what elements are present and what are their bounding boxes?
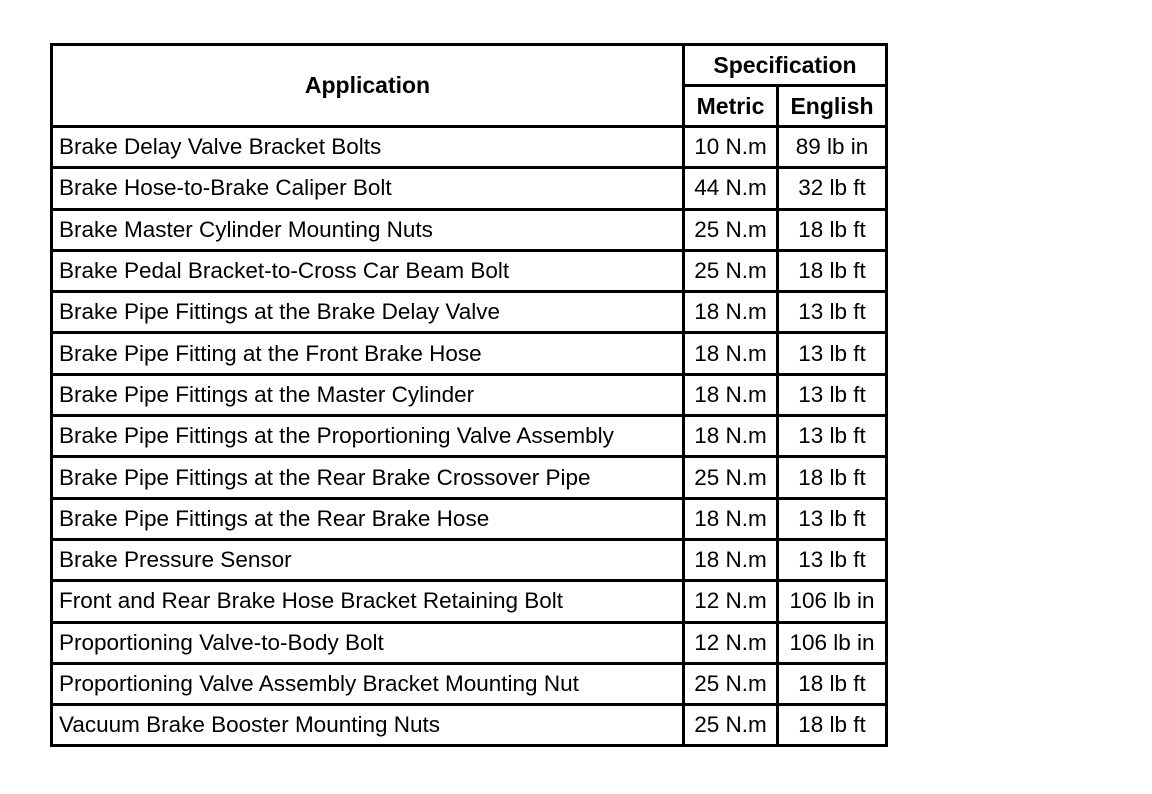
english-header: English — [778, 86, 887, 127]
metric-cell: 25 N.m — [684, 250, 778, 291]
metric-header: Metric — [684, 86, 778, 127]
metric-cell: 44 N.m — [684, 168, 778, 209]
application-cell: Proportioning Valve Assembly Bracket Mounting Nut — [52, 663, 684, 704]
metric-cell: 12 N.m — [684, 581, 778, 622]
table-body — [52, 127, 887, 746]
table-row — [52, 581, 887, 622]
table-row — [52, 498, 887, 539]
metric-cell: 12 N.m — [684, 622, 778, 663]
metric-cell: 25 N.m — [684, 705, 778, 746]
application-cell: Brake Pipe Fittings at the Brake Delay Valve — [52, 292, 684, 333]
metric-cell: 18 N.m — [684, 333, 778, 374]
table-row — [52, 705, 887, 746]
metric-cell: 18 N.m — [684, 416, 778, 457]
english-cell: 18 lb ft — [778, 209, 887, 250]
application-cell: Brake Pressure Sensor — [52, 539, 684, 580]
metric-cell: 25 N.m — [684, 663, 778, 704]
application-cell: Brake Pipe Fittings at the Rear Brake Hose — [52, 498, 684, 539]
table-row — [52, 292, 887, 333]
table-row — [52, 209, 887, 250]
table-row — [52, 416, 887, 457]
english-cell: 13 lb ft — [778, 333, 887, 374]
english-cell: 13 lb ft — [778, 539, 887, 580]
english-cell: 106 lb in — [778, 581, 887, 622]
metric-cell: 18 N.m — [684, 292, 778, 333]
english-cell: 106 lb in — [778, 622, 887, 663]
table-row — [52, 457, 887, 498]
table-row — [52, 127, 887, 168]
application-cell: Brake Pipe Fittings at the Master Cylinder — [52, 374, 684, 415]
english-cell: 13 lb ft — [778, 416, 887, 457]
table-row — [52, 250, 887, 291]
application-cell: Brake Pipe Fittings at the Rear Brake Crossover Pipe — [52, 457, 684, 498]
application-cell: Vacuum Brake Booster Mounting Nuts — [52, 705, 684, 746]
application-cell: Brake Pipe Fittings at the Proportioning Valve Assembly — [52, 416, 684, 457]
english-cell: 89 lb in — [778, 127, 887, 168]
application-cell: Brake Pipe Fitting at the Front Brake Hose — [52, 333, 684, 374]
english-cell: 18 lb ft — [778, 457, 887, 498]
english-cell: 18 lb ft — [778, 250, 887, 291]
header-row-1 — [52, 45, 887, 86]
specification-header: Specification — [684, 45, 887, 86]
application-cell: Brake Pedal Bracket-to-Cross Car Beam Bolt — [52, 250, 684, 291]
english-cell: 18 lb ft — [778, 705, 887, 746]
application-cell: Brake Master Cylinder Mounting Nuts — [52, 209, 684, 250]
application-cell: Proportioning Valve-to-Body Bolt — [52, 622, 684, 663]
table-header — [52, 45, 887, 127]
application-header: Application — [52, 45, 684, 127]
table-row — [52, 663, 887, 704]
application-cell: Brake Hose-to-Brake Caliper Bolt — [52, 168, 684, 209]
metric-cell: 25 N.m — [684, 209, 778, 250]
english-cell: 13 lb ft — [778, 498, 887, 539]
english-cell: 18 lb ft — [778, 663, 887, 704]
metric-cell: 10 N.m — [684, 127, 778, 168]
table-row — [52, 168, 887, 209]
metric-cell: 18 N.m — [684, 374, 778, 415]
metric-cell: 25 N.m — [684, 457, 778, 498]
table-row — [52, 539, 887, 580]
english-cell: 13 lb ft — [778, 374, 887, 415]
table-row — [52, 374, 887, 415]
table-row — [52, 622, 887, 663]
english-cell: 13 lb ft — [778, 292, 887, 333]
metric-cell: 18 N.m — [684, 539, 778, 580]
application-cell: Brake Delay Valve Bracket Bolts — [52, 127, 684, 168]
table-row — [52, 333, 887, 374]
english-cell: 32 lb ft — [778, 168, 887, 209]
metric-cell: 18 N.m — [684, 498, 778, 539]
application-cell: Front and Rear Brake Hose Bracket Retaining Bolt — [52, 581, 684, 622]
torque-spec-table — [50, 43, 888, 747]
